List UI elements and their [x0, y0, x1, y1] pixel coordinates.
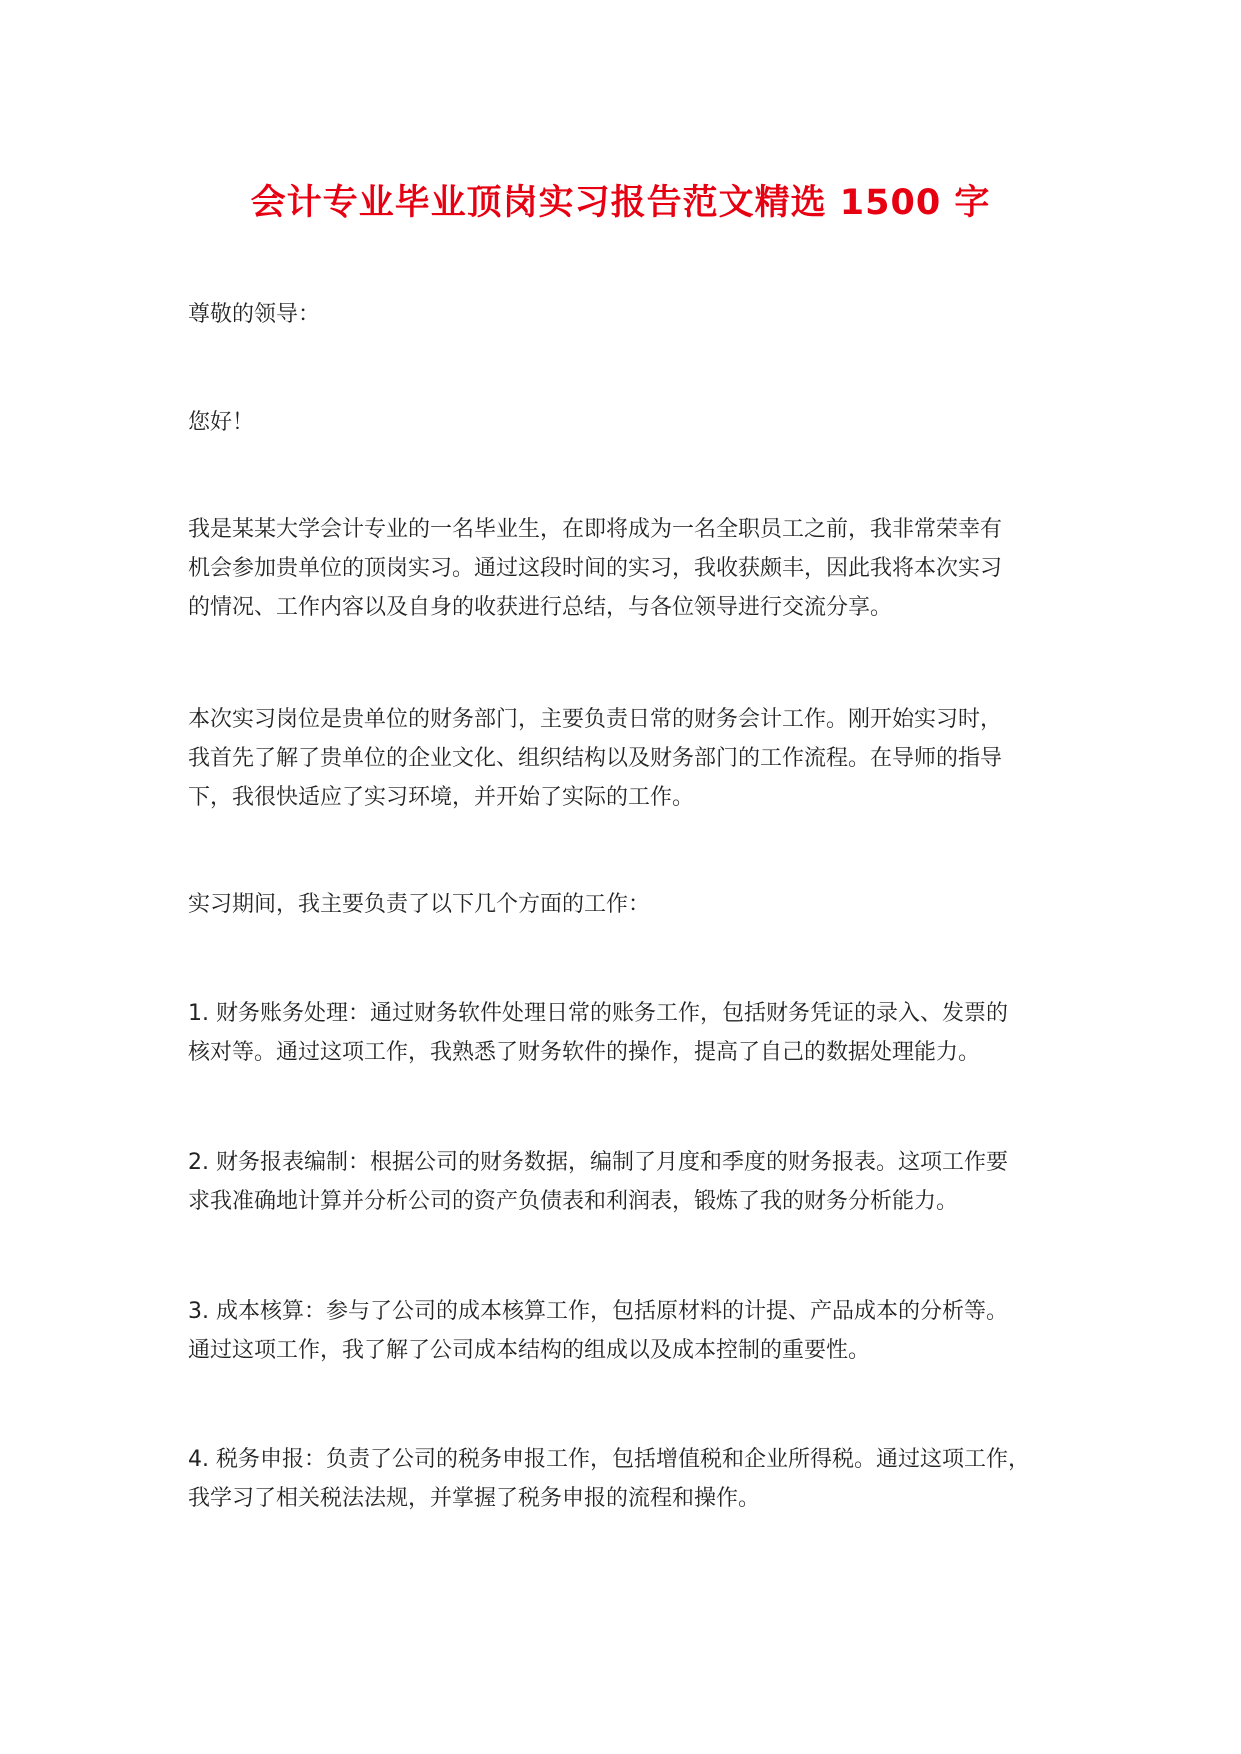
work-item-4: [188, 1440, 1068, 1518]
intro-paragraph: [188, 510, 1068, 627]
paragraph-line: 我学习了相关税法法规，并掌握了税务申报的流程和操作。: [188, 1486, 761, 1511]
paragraph-line: 下，我很快适应了实习环境，并开始了实际的工作。: [188, 785, 695, 810]
hello-line: 您好！: [188, 410, 255, 435]
paragraph-line: 机会参加贵单位的顶岗实习。通过这段时间的实习，我收获颇丰，因此我将本次实习: [188, 556, 1003, 581]
paragraph-line: 本次实习岗位是贵单位的财务部门，主要负责日常的财务会计工作。刚开始实习时，: [188, 707, 1003, 732]
department-paragraph: [188, 700, 1068, 817]
paragraph-line: 通过这项工作，我了解了公司成本结构的组成以及成本控制的重要性。: [188, 1338, 871, 1363]
document-title: 会计专业毕业顶岗实习报告范文精选 1500 字: [250, 183, 991, 223]
greeting-line: 尊敬的领导：: [188, 302, 321, 327]
paragraph-line: 求我准确地计算并分析公司的资产负债表和利润表，锻炼了我的财务分析能力。: [188, 1189, 959, 1214]
paragraph-line: 核对等。通过这项工作，我熟悉了财务软件的操作，提高了自己的数据处理能力。: [188, 1040, 981, 1065]
paragraph-line: 实习期间，我主要负责了以下几个方面的工作：: [188, 892, 651, 917]
paragraph-line: 的情况、工作内容以及自身的收获进行总结，与各位领导进行交流分享。: [188, 595, 893, 620]
paragraph-line: 3. 成本核算：参与了公司的成本核算工作，包括原材料的计提、产品成本的分析等。: [188, 1299, 1008, 1324]
work-item-3: [188, 1292, 1068, 1370]
period-paragraph: [188, 885, 1068, 924]
work-item-1: [188, 994, 1068, 1072]
paragraph-line: 2. 财务报表编制：根据公司的财务数据，编制了月度和季度的财务报表。这项工作要: [188, 1150, 1008, 1175]
work-item-2: [188, 1143, 1068, 1221]
paragraph-line: 我是某某大学会计专业的一名毕业生，在即将成为一名全职员工之前，我非常荣幸有: [188, 517, 1003, 542]
paragraph-line: 我首先了解了贵单位的企业文化、组织结构以及财务部门的工作流程。在导师的指导: [188, 746, 1003, 771]
paragraph-line: 1. 财务账务处理：通过财务软件处理日常的账务工作，包括财务凭证的录入、发票的: [188, 1001, 1008, 1026]
paragraph-line: 4. 税务申报：负责了公司的税务申报工作，包括增值税和企业所得税。通过这项工作，: [188, 1447, 1030, 1472]
